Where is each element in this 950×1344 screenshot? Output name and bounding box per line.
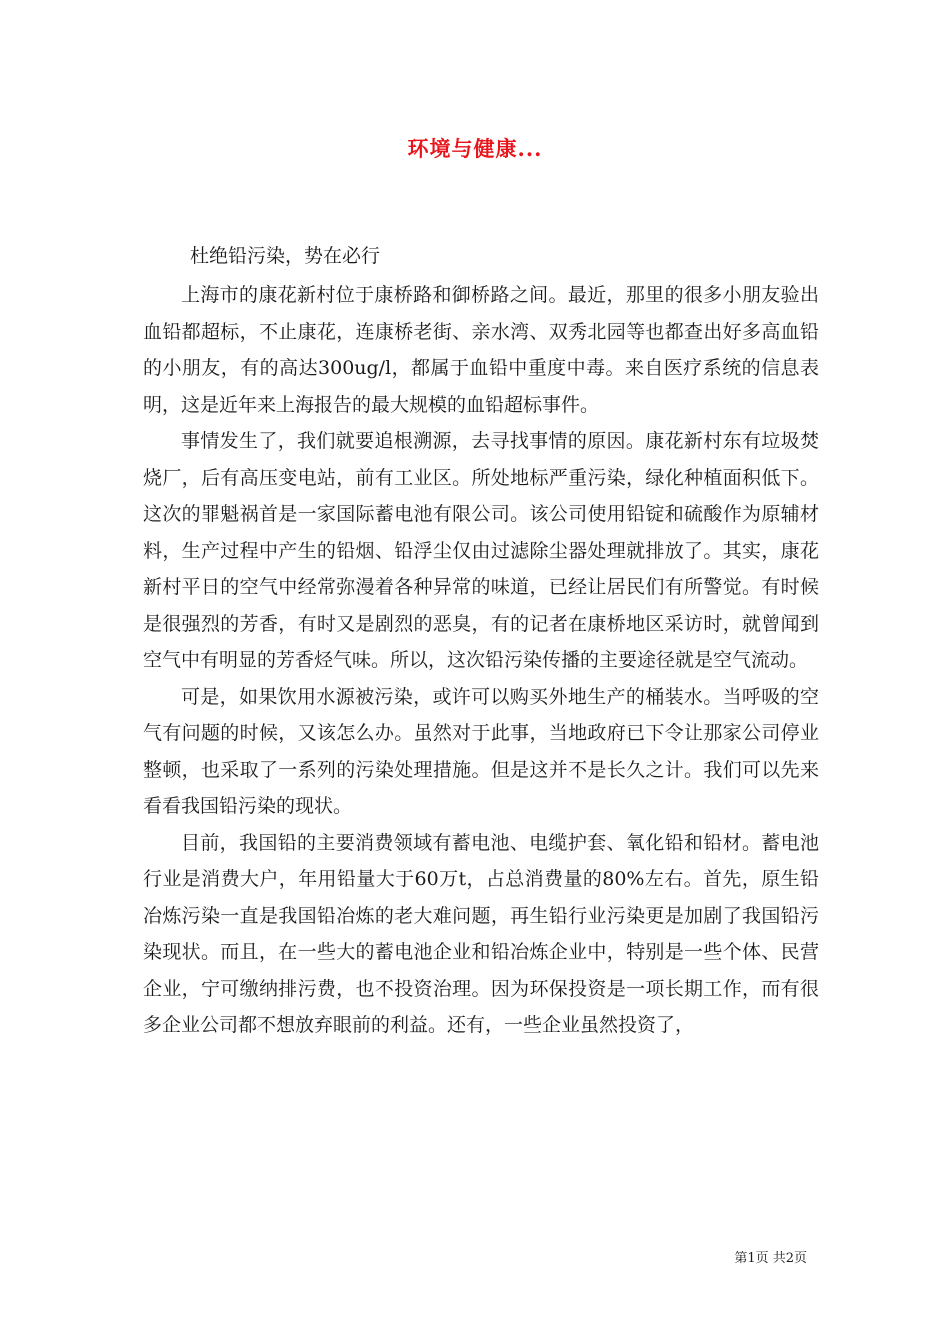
article-body [143, 277, 819, 1044]
page-number: 第1页 共2页 [734, 1251, 807, 1266]
paragraph-2: 事情发生了，我们就要追根溯源，去寻找事情的原因。康花新村东有垃圾焚烧厂，后有高压变电站，前有工业区。所处地标严重污染，绿化种植面积低下。这次的罪魁祸首是一家国际蓄电池有限公司。该公司使用铅锭和硫酸作为原辅材料，生产过程中产生的铅烟、铅浮尘仅由过滤除尘器处理就排放了。其实，康花新村平日的空气中经常弥漫着各种异常的味道，已经让居民们有所警觉。有时候是很强烈的芳香，有时又是剧烈的恶臭，有的记者在康桥地区采访时，就曾闻到空气中有明显的芳香烃气味。所以，这次铅污染传播的主要途径就是空气流动。 [143, 430, 819, 671]
paragraph-1: 上海市的康花新村位于康桥路和御桥路之间。最近，那里的很多小朋友验出血铅都超标，不止康花，连康桥老街、亲水湾、双秀北园等也都查出好多高血铅的小朋友，有的高达300ug/l，都属于血铅中重度中毒。来自医疗系统的信息表明，这是近年来上海报告的最大规模的血铅超标事件。 [143, 284, 819, 416]
page-title: 环境与健康... [407, 136, 543, 161]
paragraph-4: 目前，我国铅的主要消费领域有蓄电池、电缆护套、氧化铅和铅材。蓄电池行业是消费大户，年用铅量大于60万t，占总消费量的80%左右。首先，原生铅冶炼污染一直是我国铅冶炼的老大难问题，再生铅行业污染更是加剧了我国铅污染现状。而且，在一些大的蓄电池企业和铅冶炼企业中，特别是一些个体、民营企业，宁可缴纳排污费，也不投资治理。因为环保投资是一项长期工作，而有很多企业公司都不想放弃眼前的利益。还有，一些企业虽然投资了， [143, 831, 819, 1036]
paragraph-3: 可是，如果饮用水源被污染，或许可以购买外地生产的桶装水。当呼吸的空气有问题的时候，又该怎么办。虽然对于此事，当地政府已下令让那家公司停业整顿，也采取了一系列的污染处理措施。但是这并不是长久之计。我们可以先来看看我国铅污染的现状。 [143, 685, 819, 817]
article-subtitle: 杜绝铅污染，势在必行 [190, 245, 381, 267]
